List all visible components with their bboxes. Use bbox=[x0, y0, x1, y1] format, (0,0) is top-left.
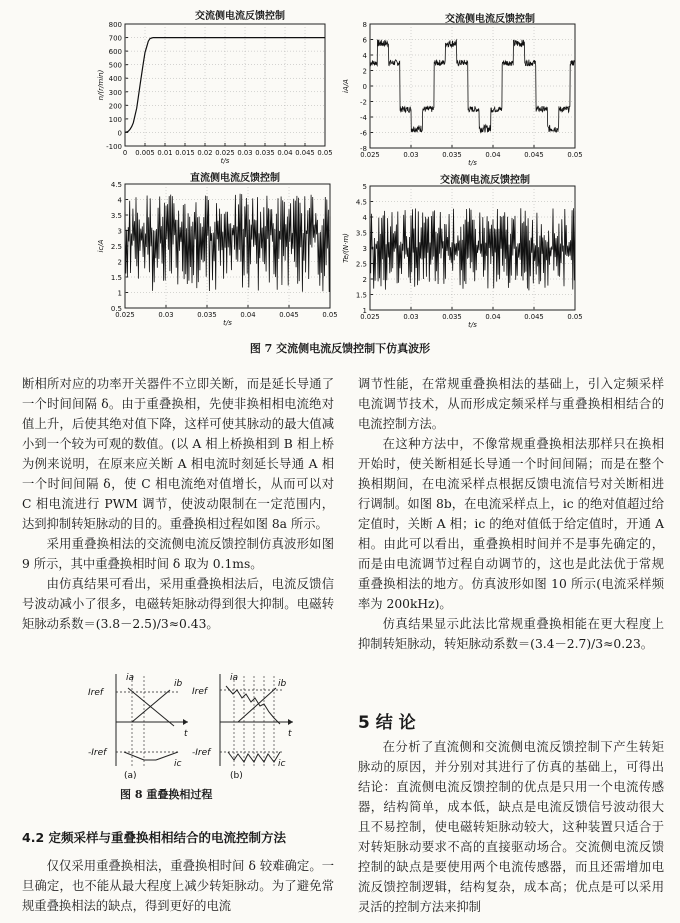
x-tick-label: 0.03 bbox=[237, 149, 253, 157]
chart3-title: 直流侧电流反馈控制 bbox=[190, 173, 280, 184]
left-paragraph-1: 断相所对应的功率开关器件不立即关断，而是延长导通了一个时间间隔 δ。由于重叠换相，先使非换相相电流绝对值上升，后使其绝对值下降，这样可使其脉动的最大值减小到一个较为可观的数值。(以 A 相上桥换相到 B 相上桥为例来说明，在原来应关断 A 相电流时刻延长导通 A 相一个时间间隔 δ，使 C 相电流绝对值增长，从而可以对 C 相电流进行 PWM 调节，使波动限制在一定范围内，达到抑制转矩脉动的目的。重叠换相过程如图 8a 所示。 bbox=[22, 377, 334, 531]
x-axis-label: t/s bbox=[468, 159, 477, 167]
y-tick-label: 4 bbox=[362, 52, 367, 60]
right-column-bottom bbox=[358, 737, 664, 917]
x-tick-label: 0.025 bbox=[215, 149, 235, 157]
x-tick-label: 0.035 bbox=[442, 151, 462, 159]
x-tick-label: 0.05 bbox=[567, 151, 583, 159]
x-tick-label: 0.015 bbox=[175, 149, 195, 157]
x-tick-label: 0.025 bbox=[115, 311, 135, 319]
y-tick-label: 3.5 bbox=[110, 212, 122, 220]
y-tick-label: 6 bbox=[362, 36, 367, 45]
x-tick-label: 0.045 bbox=[279, 311, 299, 319]
y-tick-label: -6 bbox=[360, 129, 367, 138]
chart4-title: 交流侧电流反馈控制 bbox=[440, 175, 530, 186]
y-tick-label: -2 bbox=[360, 98, 367, 107]
y-tick-label: 1 bbox=[117, 289, 122, 298]
left-column-top bbox=[22, 374, 334, 634]
y-tick-label: 3 bbox=[117, 227, 122, 236]
y-tick-label: 3 bbox=[362, 245, 367, 253]
x-tick-label: 0.05 bbox=[317, 149, 333, 157]
figure8-caption: 图 8 重叠换相过程 bbox=[120, 788, 213, 801]
x-tick-label: 0.04 bbox=[485, 151, 501, 159]
x-tick-label: 0.005 bbox=[135, 149, 155, 157]
left-column-bottom bbox=[22, 856, 334, 916]
x-tick-label: 0.035 bbox=[442, 313, 462, 321]
y-tick-label: 700 bbox=[108, 34, 122, 43]
x-tick-label: 0 bbox=[122, 149, 128, 157]
right-paragraph-1: 调节性能，在常规重叠换相法的基础上，引入定频采样电流调节技术，从而形成定频采样与重叠换相相结合的电流控制方法。 bbox=[358, 377, 664, 431]
f8b-t: t bbox=[288, 729, 292, 739]
x-tick-label: 0.035 bbox=[197, 311, 217, 319]
x-axis-label: t/s bbox=[220, 157, 230, 165]
x-tick-label: 0.045 bbox=[524, 151, 544, 159]
f8a-neg-iref: -Iref bbox=[88, 748, 107, 758]
torque-chart bbox=[340, 180, 585, 330]
speed-chart bbox=[95, 16, 333, 166]
y-tick-label: 1.5 bbox=[355, 291, 367, 300]
x-tick-label: 0.01 bbox=[157, 149, 173, 157]
y-tick-label: 500 bbox=[108, 61, 122, 70]
y-tick-label: 1 bbox=[362, 307, 367, 315]
y-tick-label: 4 bbox=[117, 196, 122, 205]
left-paragraph-2: 采用重叠换相法的交流侧电流反馈控制仿真波形如图 9 所示，其中重叠换相时间 δ 取为 0.1ms。 bbox=[22, 537, 334, 571]
x-axis-label: t/s bbox=[468, 321, 477, 329]
y-tick-label: -8 bbox=[360, 145, 367, 153]
f8b-ib: ib bbox=[278, 679, 287, 689]
y-tick-label: 2.5 bbox=[355, 260, 367, 269]
f8b-iref: Iref bbox=[192, 687, 208, 697]
x-tick-label: 0.045 bbox=[295, 149, 315, 157]
x-tick-label: 0.03 bbox=[158, 311, 174, 319]
x-tick-label: 0.05 bbox=[322, 311, 338, 319]
y-axis-label: Te/(N·m) bbox=[342, 233, 350, 263]
y-tick-label: 2.5 bbox=[110, 243, 122, 251]
x-tick-label: 0.04 bbox=[240, 311, 256, 319]
y-tick-label: 8 bbox=[362, 21, 367, 29]
x-tick-label: 0.025 bbox=[360, 313, 380, 321]
chart1-title: 交流侧电流反馈控制 bbox=[195, 11, 285, 22]
f8a-ib: ib bbox=[174, 679, 183, 689]
x-axis-label: t/s bbox=[223, 319, 232, 327]
x-tick-label: 0.035 bbox=[255, 149, 275, 157]
right-paragraph-4: 在分析了直流侧和交流侧电流反馈控制下产生转矩脉动的原因，并分别对其进行了仿真的基础上，可得出结论：直流侧电流反馈控制的优点是只用一个电流传感器，结构简单，成本低，缺点是电流反馈信号波动很大且不易控制，使电磁转矩脉动较大，这种装置只适合于对转矩脉动要求不高的直接驱动场合。交流侧电流反馈控制的缺点是要使用两个电流传感器，而且还需增加电流反馈控制逻辑，结构复杂，成本高；优点是可以采用灵活的控制方法来抑制 bbox=[358, 740, 664, 914]
left-paragraph-3: 由仿真结果可看出，采用重叠换相法后，电流反馈信号波动减小了很多，电磁转矩脉动得到很大抑制。电磁转矩脉动系数＝(3.8－2.5)/3≈0.43。 bbox=[22, 577, 334, 631]
f8a-ia: ia bbox=[126, 673, 135, 683]
y-tick-label: 100 bbox=[108, 115, 122, 124]
f8a-iref: Iref bbox=[88, 688, 104, 698]
chart2-title: 交流侧电流反馈控制 bbox=[445, 14, 535, 25]
y-tick-label: 4 bbox=[362, 214, 367, 222]
dc-current-chart bbox=[95, 178, 338, 328]
x-tick-label: 0.05 bbox=[567, 313, 583, 321]
f8a-t: t bbox=[184, 729, 188, 739]
f8b-ic: ic bbox=[278, 759, 286, 769]
x-tick-label: 0.025 bbox=[360, 151, 380, 159]
f8b-neg-iref: -Iref bbox=[192, 748, 211, 758]
f8a-ic: ic bbox=[174, 759, 182, 769]
y-tick-label: 600 bbox=[108, 48, 122, 57]
y-tick-label: 2 bbox=[362, 67, 367, 76]
y-axis-label: n/(r/min) bbox=[97, 69, 105, 101]
x-tick-label: 0.04 bbox=[485, 313, 501, 321]
subsection-heading-4-2: 4.2 定频采样与重叠换相相结合的电流控制方法 bbox=[22, 830, 286, 845]
section-heading-5: 5 结 论 bbox=[358, 713, 416, 733]
y-tick-label: -100 bbox=[106, 143, 122, 151]
right-paragraph-2: 在这种方法中，不像常规重叠换相法那样只在换相开始时，使关断相延长导通一个时间间隔；而是在整个换相期间，在电流采样点根据反馈电流信号对关断相进行调制。如图 8b，在电流采样点上，ic 的绝对值超过给定值时，关断 A 相；ic 的绝对值低于给定值时，开通 A 相。由此可以看出，重叠换相时间并不是事先确定的，而是由电流调节过程自动调节的，这也是此法优于常规重叠换相法的地方。仿真波形如图 10 所示(电流采样频率为 200kHz)。 bbox=[358, 437, 664, 611]
y-axis-label: iA/A bbox=[342, 79, 350, 93]
y-tick-label: 200 bbox=[108, 102, 122, 111]
x-tick-label: 0.04 bbox=[277, 149, 293, 157]
y-tick-label: 0.5 bbox=[110, 305, 122, 313]
y-tick-label: 4.5 bbox=[355, 198, 367, 207]
x-tick-label: 0.045 bbox=[524, 313, 544, 321]
f8b-ia: ia bbox=[230, 673, 239, 683]
x-tick-label: 0.03 bbox=[403, 151, 419, 159]
y-tick-label: 5 bbox=[362, 183, 367, 191]
f8-b-label: (b) bbox=[230, 771, 243, 781]
y-tick-label: 300 bbox=[108, 88, 122, 97]
y-tick-label: 2 bbox=[362, 276, 367, 284]
y-tick-label: 0 bbox=[362, 83, 367, 91]
y-tick-label: 2 bbox=[117, 258, 122, 267]
y-tick-label: 800 bbox=[108, 21, 122, 29]
x-tick-label: 0.02 bbox=[197, 149, 213, 157]
y-tick-label: 3.5 bbox=[355, 229, 367, 238]
y-axis-label: ic/A bbox=[97, 239, 105, 253]
y-tick-label: 400 bbox=[108, 75, 122, 84]
right-column-top bbox=[358, 374, 664, 654]
figure7-caption: 图 7 交流侧电流反馈控制下仿真波形 bbox=[249, 342, 431, 355]
torque-series-line bbox=[370, 208, 575, 290]
f8-a-label: (a) bbox=[124, 771, 137, 781]
y-tick-label: -4 bbox=[360, 114, 367, 122]
left-paragraph-4: 仅仅采用重叠换相法，重叠换相时间 δ 较难确定。一旦确定，也不能从最大程度上减少转矩脉动。为了避免常规重叠换相法的缺点，得到更好的电流 bbox=[22, 859, 334, 913]
y-tick-label: 4.5 bbox=[110, 181, 122, 189]
x-tick-label: 0.03 bbox=[403, 313, 419, 321]
dc-current-series-line bbox=[125, 194, 330, 292]
y-tick-label: 0 bbox=[117, 129, 122, 138]
right-paragraph-3: 仿真结果显示此法比常规重叠换相能在更大程度上抑制转矩脉动，转矩脉动系数＝(3.4－2.7)/3≈0.23。 bbox=[358, 617, 664, 651]
figure8-diagram bbox=[88, 666, 298, 782]
ac-current-chart bbox=[340, 18, 585, 166]
y-tick-label: 1.5 bbox=[110, 274, 122, 282]
